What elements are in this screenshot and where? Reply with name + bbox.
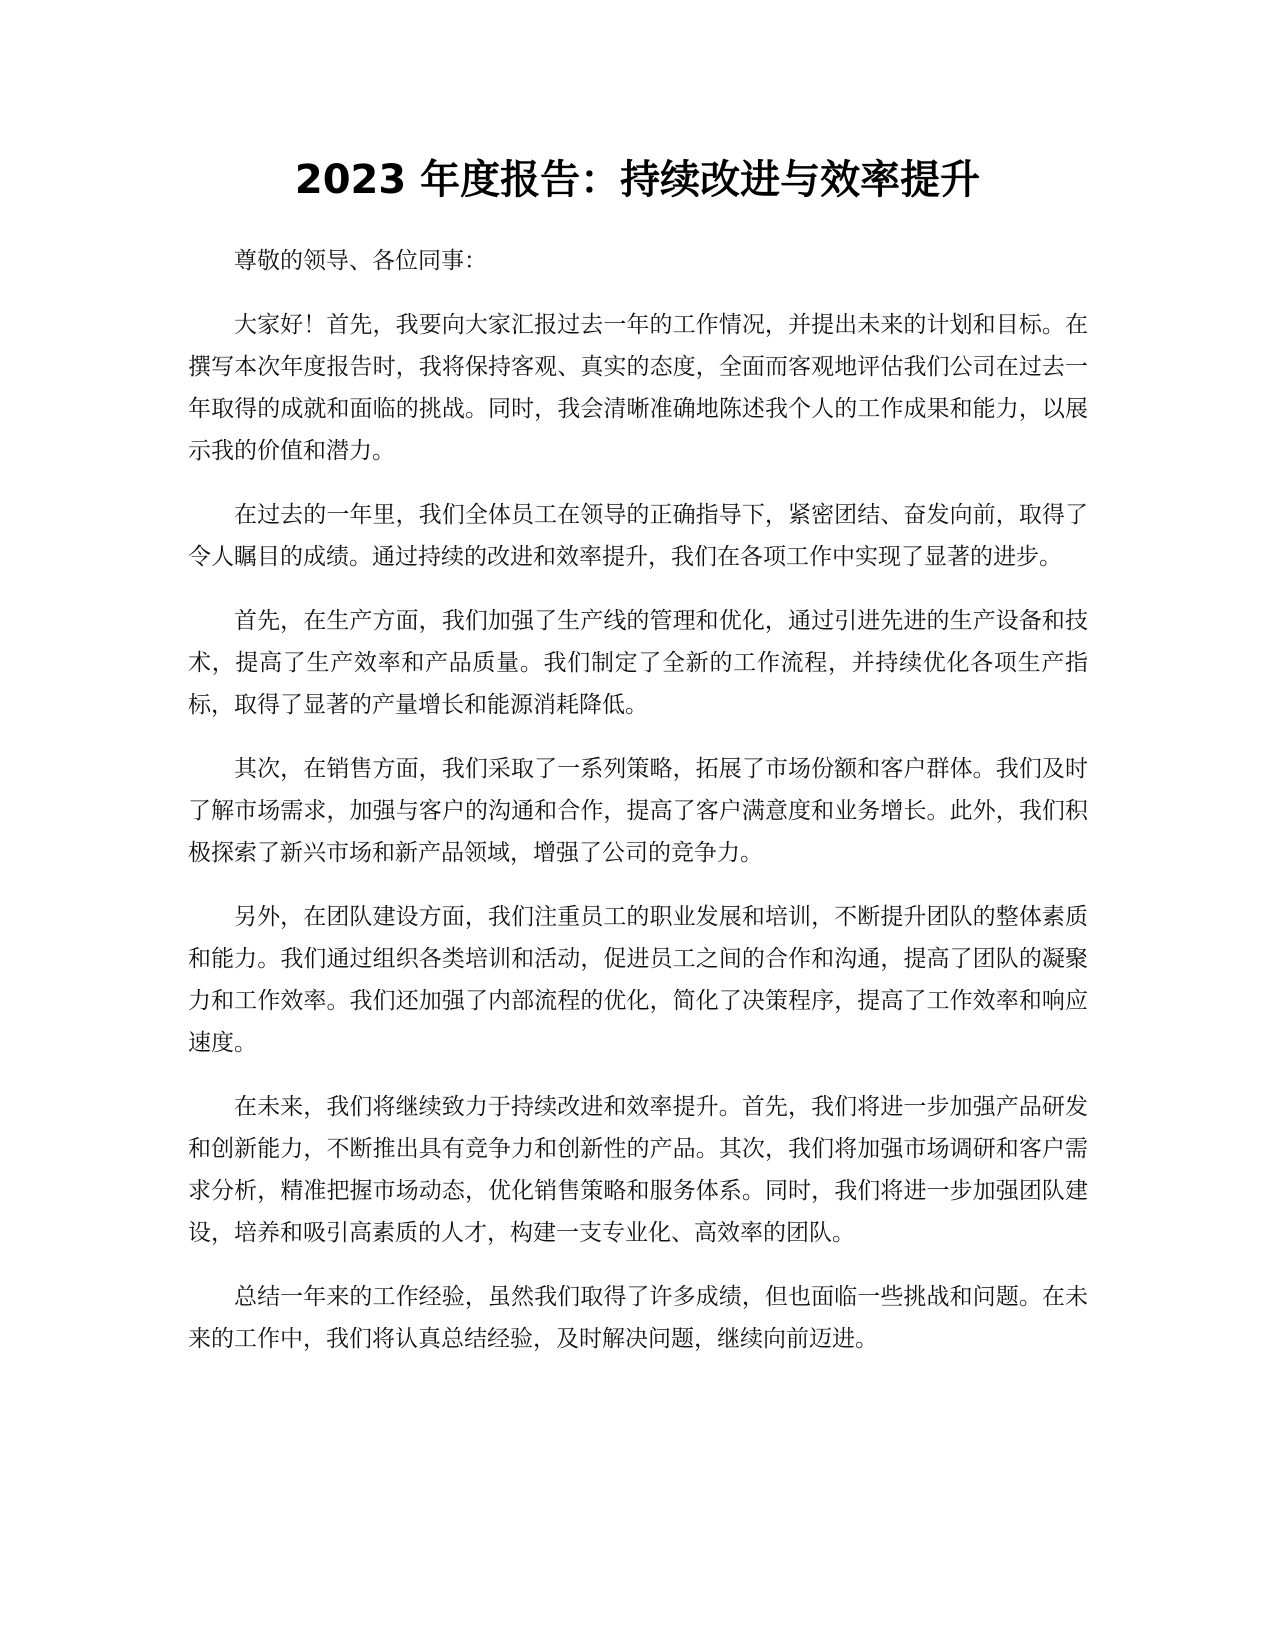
salutation: 尊敬的领导、各位同事： bbox=[234, 248, 487, 274]
document-title: 2023 年度报告：持续改进与效率提升 bbox=[294, 157, 981, 203]
paragraph-future: 在未来，我们将继续致力于持续改进和效率提升。首先，我们将进一步加强产品研发和创新能力，不断推出具有竞争力和创新性的产品。其次，我们将加强市场调研和客户需求分析，精准把握市场动态，优化销售策略和服务体系。同时，我们将进一步加强团队建设，培养和吸引高素质的人才，构建一支专业化、高效率的团队。 bbox=[188, 1094, 1088, 1246]
paragraph-summary: 总结一年来的工作经验，虽然我们取得了许多成绩，但也面临一些挑战和问题。在未来的工作中，我们将认真总结经验，及时解决问题，继续向前迈进。 bbox=[188, 1284, 1088, 1352]
paragraph-intro: 大家好！首先，我要向大家汇报过去一年的工作情况，并提出未来的计划和目标。在撰写本次年度报告时，我将保持客观、真实的态度，全面而客观地评估我们公司在过去一年取得的成就和面临的挑战。同时，我会清晰准确地陈述我个人的工作成果和能力，以展示我的价值和潜力。 bbox=[188, 312, 1088, 464]
document-body bbox=[188, 240, 1088, 1382]
paragraph-past-year: 在过去的一年里，我们全体员工在领导的正确指导下，紧密团结、奋发向前，取得了令人瞩目的成绩。通过持续的改进和效率提升，我们在各项工作中实现了显著的进步。 bbox=[188, 502, 1088, 570]
paragraph-sales: 其次，在销售方面，我们采取了一系列策略，拓展了市场份额和客户群体。我们及时了解市场需求，加强与客户的沟通和合作，提高了客户满意度和业务增长。此外，我们积极探索了新兴市场和新产品领域，增强了公司的竞争力。 bbox=[188, 756, 1088, 866]
paragraph-team: 另外，在团队建设方面，我们注重员工的职业发展和培训，不断提升团队的整体素质和能力。我们通过组织各类培训和活动，促进员工之间的合作和沟通，提高了团队的凝聚力和工作效率。我们还加强了内部流程的优化，简化了决策程序，提高了工作效率和响应速度。 bbox=[188, 904, 1088, 1056]
paragraph-production: 首先，在生产方面，我们加强了生产线的管理和优化，通过引进先进的生产设备和技术，提高了生产效率和产品质量。我们制定了全新的工作流程，并持续优化各项生产指标，取得了显著的产量增长和能源消耗降低。 bbox=[188, 608, 1088, 718]
